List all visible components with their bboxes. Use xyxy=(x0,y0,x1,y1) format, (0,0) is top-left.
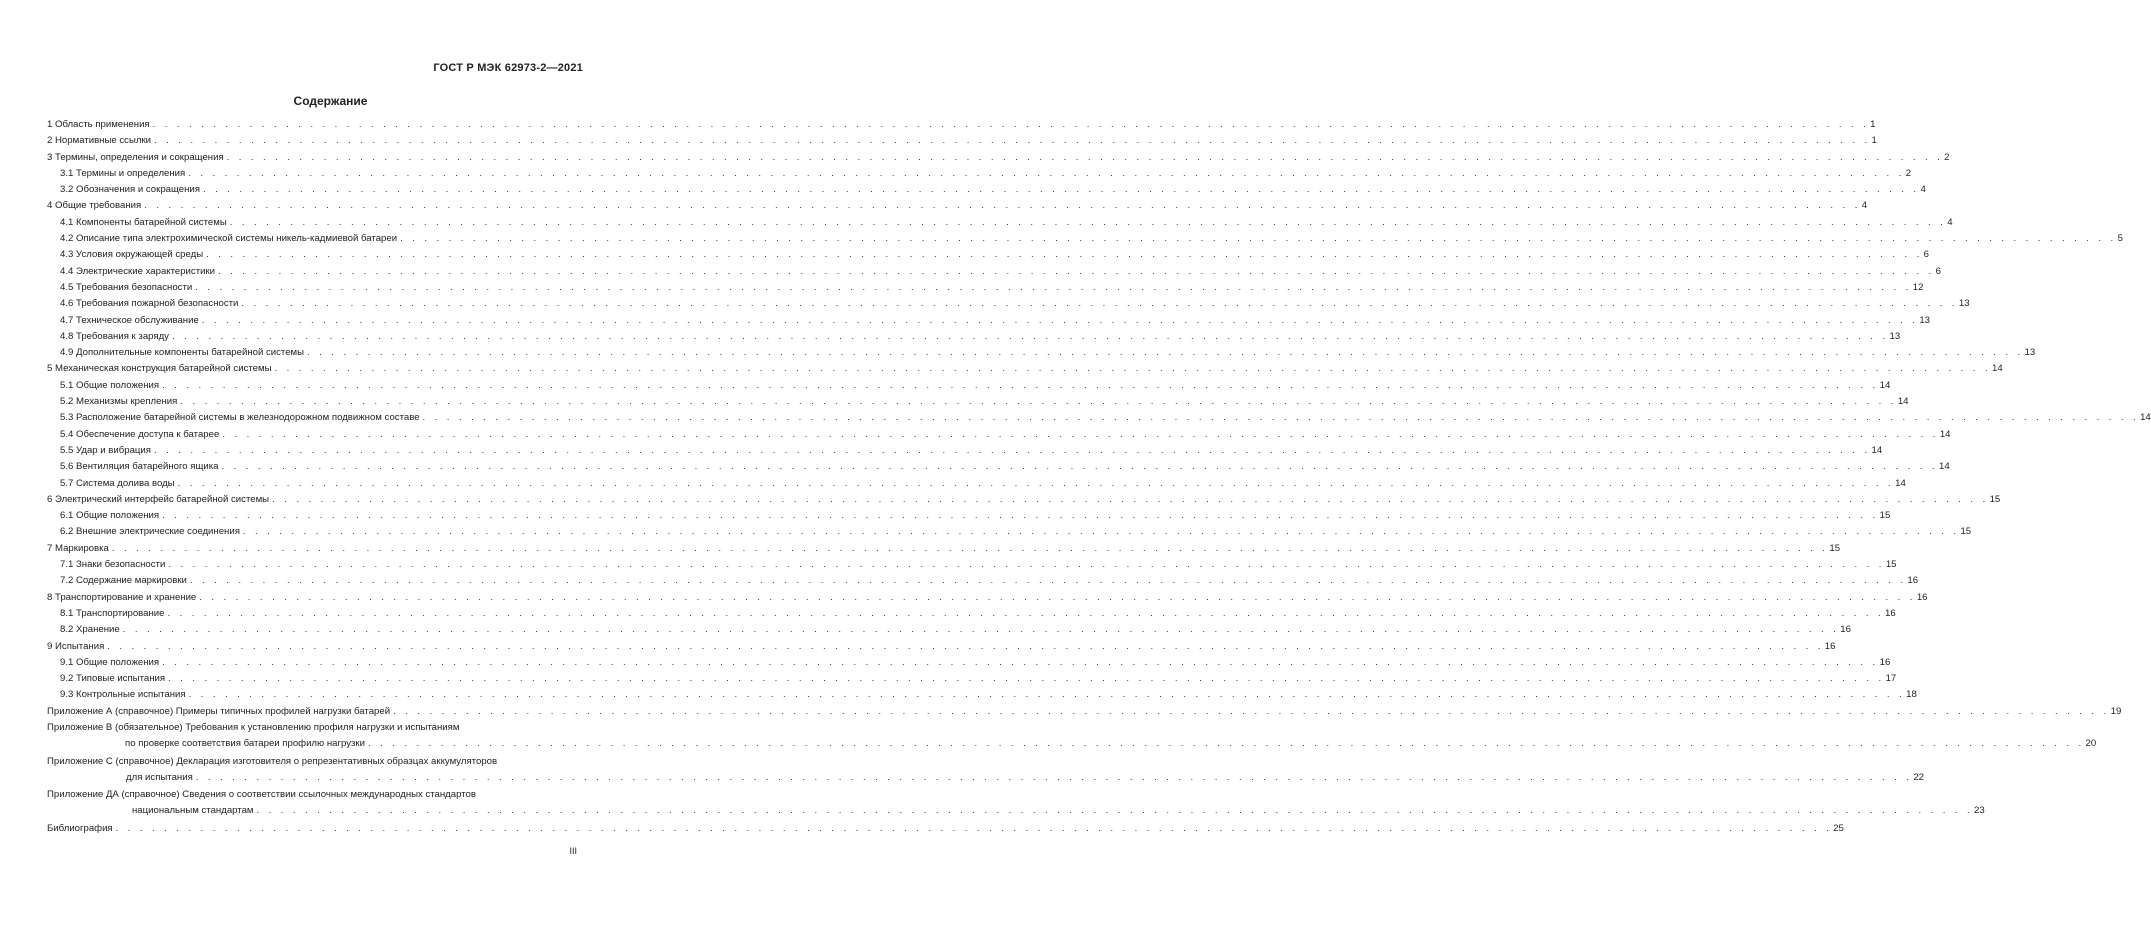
toc-leader-dots: . . . . . . . . . . . . . . . . . . . . . . . . . . . . . . . . . . . . . . . . . . . . . . . . . . . . . . . . . . . . . . . . . . . . . . . . . . . . . . . . . . . . . . . . . . . . . . . . . . . . . . . . . . . . . . . . . . . . . . . . . . . . . . . . . . . . . . . . . . . . . . xyxy=(180,396,1897,408)
toc-entry-title: 5.7 Система долива воды xyxy=(60,477,175,489)
toc-entry-title: 8 Транспортирование и хранение xyxy=(47,591,197,603)
toc-entry-title: 9.2 Типовые испытания xyxy=(60,673,166,685)
toc-entry[interactable] xyxy=(47,394,1909,410)
toc-entry-page: 13 xyxy=(1919,314,1930,326)
toc-entry-page: 15 xyxy=(1829,542,1841,554)
toc-entry-title: 3 Термины, определения и сокращения xyxy=(47,151,224,163)
toc-entry[interactable] xyxy=(47,622,1851,638)
toc-leader-dots: . . . . . . . . . . . . . . . . . . . . . . . . . . . . . . . . . . . . . . . . . . . . . . . . . . . . . . . . . . . . . . . . . . . . . . . . . . . . . . . . . . . . . . . . . . . . . . . . . . . . . . . . . . . . . . . . . . . . . . . . . . . . . . . . . . . . . . . . . . . . . . xyxy=(202,184,1920,196)
toc-entry-title: 5 Механическая конструкция батарейной системы xyxy=(47,363,272,375)
toc-entry-title: 5.4 Обеспечение доступа к батарее xyxy=(60,428,220,440)
toc-entry-page: 16 xyxy=(1885,607,1896,619)
toc-entry-page: 14 xyxy=(1992,363,2003,375)
table-of-contents xyxy=(47,117,2151,837)
toc-entry[interactable] xyxy=(47,590,1928,606)
toc-entry-title: 9.3 Контрольные испытания xyxy=(60,689,186,701)
toc-leader-dots: . . . . . . . . . . . . . . . . . . . . . . . . . . . . . . . . . . . . . . . . . . . . . . . . . . . . . . . . . . . . . . . . . . . . . . . . . . . . . . . . . . . . . . . . . . . . . . . . . . . . . . . . . . . . . . . . . . . . . . . . . . . . . . . . . . . . . . . . . . . . . . xyxy=(162,656,1879,668)
page-title: Содержание xyxy=(293,94,368,108)
toc-entry-annex[interactable] xyxy=(47,754,1924,787)
toc-leader-dots: . . . . . . . . . . . . . . . . . . . . . . . . . . . . . . . . . . . . . . . . . . . . . . . . . . . . . . . . . . . . . . . . . . . . . . . . . . . . . . . . . . . . . . . . . . . . . . . . . . . . . . . . . . . . . . . . . . . . . . . . . . . . . . . . . . . . . . . . . . . . . . xyxy=(199,591,1916,603)
toc-entry-page: 14 xyxy=(1939,428,1951,440)
toc-entry[interactable] xyxy=(47,296,1970,312)
toc-entry-page: 6 xyxy=(1923,249,1929,261)
toc-entry-page: 20 xyxy=(2085,738,2097,750)
toc-leader-dots: . . . . . . . . . . . . . . . . . . . . . . . . . . . . . . . . . . . . . . . . . . . . . . . . . . . . . . . . . . . . . . . . . . . . . . . . . . . . . . . . . . . . . . . . . . . . . . . . . . . . . . . . . . . . . . . . . . . . . . . . . . . . . . . . . . . . . . . . . . . . . . xyxy=(229,216,1947,228)
toc-entry[interactable] xyxy=(47,655,1891,671)
toc-entry[interactable] xyxy=(47,704,2122,720)
toc-entry-title: Приложение А (справочное) Примеры типичных профилей нагрузки батарей xyxy=(47,705,391,717)
toc-leader-dots: . . . . . . . . . . . . . . . . . . . . . . . . . . . . . . . . . . . . . . . . . . . . . . . . . . . . . . . . . . . . . . . . . . . . . . . . . . . . . . . . . . . . . . . . . . . . . . . . . . . . . . . . . . . . . . . . . . . . . . . . . . . . . . . . . . . . . . . . . . . . . . xyxy=(242,526,1960,538)
toc-entry-title: 7.2 Содержание маркировки xyxy=(60,575,187,587)
toc-leader-dots: . . . . . . . . . . . . . . . . . . . . . . . . . . . . . . . . . . . . . . . . . . . . . . . . . . . . . . . . . . . . . . . . . . . . . . . . . . . . . . . . . . . . . . . . . . . . . . . . . . . . . . . . . . . . . . . . . . . . . . . . . . . . . . . . . . . . . . . . . . . . . . xyxy=(171,330,1889,342)
toc-entry[interactable] xyxy=(47,821,1844,837)
toc-entry[interactable] xyxy=(47,215,1953,231)
toc-leader-dots: . . . . . . . . . . . . . . . . . . . . . . . . . . . . . . . . . . . . . . . . . . . . . . . . . . . . . . . . . . . . . . . . . . . . . . . . . . . . . . . . . . . . . . . . . . . . . . . . . . . . . . . . . . . . . . . . . . . . . . . . . . . . . . . . . . . . . . . . . . . . . . xyxy=(188,167,1905,179)
toc-entry[interactable] xyxy=(47,557,1897,573)
toc-entry[interactable] xyxy=(47,280,1924,296)
toc-entry-title: 5.1 Общие положения xyxy=(60,379,160,391)
toc-entry-title: 6.2 Внешние электрические соединения xyxy=(60,526,240,538)
toc-entry-title: 4.7 Техническое обслуживание xyxy=(60,314,199,326)
toc-leader-dots: . . . . . . . . . . . . . . . . . . . . . . . . . . . . . . . . . . . . . . . . . . . . . . . . . . . . . . . . . . . . . . . . . . . . . . . . . . . . . . . . . . . . . . . . . . . . . . . . . . . . . . . . . . . . . . . . . . . . . . . . . . . . . . . . . . . . . . . . . . . . . . xyxy=(107,640,1824,652)
toc-entry[interactable] xyxy=(47,231,2123,247)
toc-entry-title: 8.2 Хранение xyxy=(60,624,120,636)
toc-entry-page: 1 xyxy=(1870,119,1876,130)
toc-leader-dots: . . . . . . . . . . . . . . . . . . . . . . . . . . . . . . . . . . . . . . . . . . . . . . . . . . . . . . . . . . . . . . . . . . . . . . . . . . . . . . . . . . . . . . . . . . . . . . . . . . . . . . . . . . . . . . . . . . . . . . . . . . . . . . . . . . . . . . . . . . . . . . xyxy=(111,542,1829,554)
toc-entry[interactable] xyxy=(47,606,1896,622)
toc-entry[interactable] xyxy=(47,443,1883,459)
toc-leader-dots: . . . . . . . . . . . . . . . . . . . . . . . . . . . . . . . . . . . . . . . . . . . . . . . . . . . . . . . . . . . . . . . . . . . . . . . . . . . . . . . . . . . . . . . . . . . . . . . . . . . . . . . . . . . . . . . . . . . . . . . . . . . . . . . . . . . . . . . . . . . . . . xyxy=(195,771,1913,783)
toc-leader-dots: . . . . . . . . . . . . . . . . . . . . . . . . . . . . . . . . . . . . . . . . . . . . . . . . . . . . . . . . . . . . . . . . . . . . . . . . . . . . . . . . . . . . . . . . . . . . . . . . . . . . . . . . . . . . . . . . . . . . . . . . . . . . . . . . . . . . . . . . . . . . . . xyxy=(168,673,1885,685)
toc-entry[interactable] xyxy=(47,687,1917,703)
toc-entry[interactable] xyxy=(47,476,1906,492)
toc-entry-title-cont: для испытания xyxy=(126,771,193,783)
page-number: III xyxy=(569,846,577,856)
toc-leader-dots: . . . . . . . . . . . . . . . . . . . . . . . . . . . . . . . . . . . . . . . . . . . . . . . . . . . . . . . . . . . . . . . . . . . . . . . . . . . . . . . . . . . . . . . . . . . . . . . . . . . . . . . . . . . . . . . . . . . . . . . . . . . . . . . . . . . . . . . . . . . . . . xyxy=(400,233,2117,245)
toc-entry[interactable] xyxy=(47,378,1891,394)
toc-entry-title: 4.5 Требования безопасности xyxy=(60,281,193,293)
toc-leader-dots: . . . . . . . . . . . . . . . . . . . . . . . . . . . . . . . . . . . . . . . . . . . . . . . . . . . . . . . . . . . . . . . . . . . . . . . . . . . . . . . . . . . . . . . . . . . . . . . . . . . . . . . . . . . . . . . . . . . . . . . . . . . . . . . . . . . . . . . . . . . . . . xyxy=(221,461,1938,473)
toc-entry[interactable] xyxy=(47,361,2003,377)
toc-entry-page: 16 xyxy=(1916,591,1928,603)
toc-entry-title: 1 Область применения xyxy=(47,119,150,130)
toc-leader-dots: . . . . . . . . . . . . . . . . . . . . . . . . . . . . . . . . . . . . . . . . . . . . . . . . . . . . . . . . . . . . . . . . . . . . . . . . . . . . . . . . . . . . . . . . . . . . . . . . . . . . . . . . . . . . . . . . . . . . . . . . . . . . . . . . . . . . . . . . . . . . . . xyxy=(189,575,1907,587)
toc-leader-dots: . . . . . . . . . . . . . . . . . . . . . . . . . . . . . . . . . . . . . . . . . . . . . . . . . . . . . . . . . . . . . . . . . . . . . . . . . . . . . . . . . . . . . . . . . . . . . . . . . . . . . . . . . . . . . . . . . . . . . . . . . . . . . . . . . . . . . . . . . . . . . . xyxy=(162,510,1879,522)
toc-entry[interactable] xyxy=(47,264,1941,280)
toc-entry-title: 4 Общие требования xyxy=(47,200,142,212)
toc-leader-dots: . . . . . . . . . . . . . . . . . . . . . . . . . . . . . . . . . . . . . . . . . . . . . . . . . . . . . . . . . . . . . . . . . . . . . . . . . . . . . . . . . . . . . . . . . . . . . . . . . . . . . . . . . . . . . . . . . . . . . . . . . . . . . . . . . . . . . . . . . . . . . . xyxy=(152,119,1870,130)
toc-entry-title: 4.2 Описание типа электрохимической системы никель-кадмиевой батареи xyxy=(60,233,398,245)
toc-entry-page: 4 xyxy=(1861,200,1868,212)
toc-entry-page: 15 xyxy=(1960,526,1972,538)
toc-entry-title: 5.2 Механизмы крепления xyxy=(60,396,178,408)
toc-entry-page: 14 xyxy=(1895,477,1906,489)
toc-entry-title-cont: по проверке соответствия батареи профилю нагрузки xyxy=(125,738,365,750)
toc-entry-title: 9 Испытания xyxy=(47,640,105,652)
toc-entry[interactable] xyxy=(47,541,1841,557)
toc-entry-page: 16 xyxy=(1824,640,1836,652)
toc-entry[interactable] xyxy=(47,492,2001,508)
toc-leader-dots: . . . . . . . . . . . . . . . . . . . . . . . . . . . . . . . . . . . . . . . . . . . . . . . . . . . . . . . . . . . . . . . . . . . . . . . . . . . . . . . . . . . . . . . . . . . . . . . . . . . . . . . . . . . . . . . . . . . . . . . . . . . . . . . . . . . . . . . . . . . . . . xyxy=(122,624,1840,636)
toc-leader-dots: . . . . . . . . . . . . . . . . . . . . . . . . . . . . . . . . . . . . . . . . . . . . . . . . . . . . . . . . . . . . . . . . . . . . . . . . . . . . . . . . . . . . . . . . . . . . . . . . . . . . . . . . . . . . . . . . . . . . . . . . . . . . . . . . . . . . . . . . . . . . . . xyxy=(201,314,1919,326)
toc-leader-dots: . . . . . . . . . . . . . . . . . . . . . . . . . . . . . . . . . . . . . . . . . . . . . . . . . . . . . . . . . . . . . . . . . . . . . . . . . . . . . . . . . . . . . . . . . . . . . . . . . . . . . . . . . . . . . . . . . . . . . . . . . . . . . . . . . . . . . . . . . . . . . . xyxy=(115,822,1833,834)
toc-entry-page: 2 xyxy=(1944,151,1950,163)
toc-leader-dots: . . . . . . . . . . . . . . . . . . . . . . . . . . . . . . . . . . . . . . . . . . . . . . . . . . . . . . . . . . . . . . . . . . . . . . . . . . . . . . . . . . . . . . . . . . . . . . . . . . . . . . . . . . . . . . . . . . . . . . . . . . . . . . . . . . . . . . . . . . . . . . xyxy=(222,428,1939,440)
toc-entry-title: 9.1 Общие положения xyxy=(60,656,160,668)
toc-entry[interactable] xyxy=(47,247,1929,263)
toc-entry-title: 6 Электрический интерфейс батарейной системы xyxy=(47,493,270,505)
toc-entry-title: 2 Нормативные ссылки xyxy=(47,135,152,147)
toc-leader-dots: . . . . . . . . . . . . . . . . . . . . . . . . . . . . . . . . . . . . . . . . . . . . . . . . . . . . . . . . . . . . . . . . . . . . . . . . . . . . . . . . . . . . . . . . . . . . . . . . . . . . . . . . . . . . . . . . . . . . . . . . . . . . . . . . . . . . . . . . . . . . . . xyxy=(188,689,1906,701)
toc-entry-title: 7.1 Знаки безопасности xyxy=(60,559,166,571)
toc-entry-page: 15 xyxy=(1885,559,1897,571)
toc-leader-dots: . . . . . . . . . . . . . . . . . . . . . . . . . . . . . . . . . . . . . . . . . . . . . . . . . . . . . . . . . . . . . . . . . . . . . . . . . . . . . . . . . . . . . . . . . . . . . . . . . . . . . . . . . . . . . . . . . . . . . . . . . . . . . . . . . . . . . . . . . . . . . . xyxy=(226,151,1944,163)
toc-entry-title: Приложение ДА (справочное) Сведения о соответствии ссылочных международных стандартов xyxy=(47,789,476,801)
toc-entry-page: 22 xyxy=(1913,771,1924,783)
toc-entry-page: 13 xyxy=(2024,347,2036,359)
toc-entry-page: 4 xyxy=(1947,216,1953,228)
toc-entry[interactable] xyxy=(47,329,1901,345)
toc-leader-dots: . . . . . . . . . . . . . . . . . . . . . . . . . . . . . . . . . . . . . . . . . . . . . . . . . . . . . . . . . . . . . . . . . . . . . . . . . . . . . . . . . . . . . . . . . . . . . . . . . . . . . . . . . . . . . . . . . . . . . . . . . . . . . . . . . . . . . . . . . . . . . . xyxy=(241,298,1958,310)
toc-entry-page: 14 xyxy=(2140,412,2151,424)
toc-entry[interactable] xyxy=(47,198,1868,214)
toc-entry-page: 25 xyxy=(1833,822,1844,834)
toc-entry[interactable] xyxy=(47,150,1950,166)
toc-entry-annex[interactable] xyxy=(47,720,2097,753)
toc-entry[interactable] xyxy=(47,508,1891,524)
toc-entry-title: Приложение С (справочное) Декларация изготовителя о репрезентативных образцах аккумуляторов xyxy=(47,755,498,767)
toc-leader-dots: . . . . . . . . . . . . . . . . . . . . . . . . . . . . . . . . . . . . . . . . . . . . . . . . . . . . . . . . . . . . . . . . . . . . . . . . . . . . . . . . . . . . . . . . . . . . . . . . . . . . . . . . . . . . . . . . . . . . . . . . . . . . . . . . . . . . . . . . . . . . . . xyxy=(168,559,1885,571)
toc-leader-dots: . . . . . . . . . . . . . . . . . . . . . . . . . . . . . . . . . . . . . . . . . . . . . . . . . . . . . . . . . . . . . . . . . . . . . . . . . . . . . . . . . . . . . . . . . . . . . . . . . . . . . . . . . . . . . . . . . . . . . . . . . . . . . . . . . . . . . . . . . . . . . . xyxy=(154,135,1871,147)
toc-entry-title: 4.6 Требования пожарной безопасности xyxy=(60,298,239,310)
toc-entry[interactable] xyxy=(47,133,1877,149)
toc-entry[interactable] xyxy=(47,459,1950,475)
toc-entry[interactable] xyxy=(47,524,1972,540)
toc-entry-title: Библиография xyxy=(47,822,113,834)
toc-leader-dots: . . . . . . . . . . . . . . . . . . . . . . . . . . . . . . . . . . . . . . . . . . . . . . . . . . . . . . . . . . . . . . . . . . . . . . . . . . . . . . . . . . . . . . . . . . . . . . . . . . . . . . . . . . . . . . . . . . . . . . . . . . . . . . . . . . . . . . . . . . . . . . xyxy=(153,444,1871,456)
toc-entry-title: 3.2 Обозначения и сокращения xyxy=(60,184,200,196)
toc-leader-dots: . . . . . . . . . . . . . . . . . . . . . . . . . . . . . . . . . . . . . . . . . . . . . . . . . . . . . . . . . . . . . . . . . . . . . . . . . . . . . . . . . . . . . . . . . . . . . . . . . . . . . . . . . . . . . . . . . . . . . . . . . . . . . . . . . . . . . . . . . . . . . . xyxy=(167,607,1885,619)
toc-entry-title: 5.3 Расположение батарейной системы в железнодорожном подвижном составе xyxy=(60,412,420,424)
toc-entry[interactable] xyxy=(47,410,2151,426)
toc-entry-page: 5 xyxy=(2117,233,2123,245)
toc-entry-page: 1 xyxy=(1871,135,1877,147)
toc-entry-annex[interactable] xyxy=(47,787,1985,820)
toc-entry[interactable] xyxy=(47,573,1919,589)
toc-entry-page: 4 xyxy=(1920,184,1926,196)
toc-entry-title: 4.4 Электрические характеристики xyxy=(60,265,216,277)
toc-entry-page: 13 xyxy=(1958,298,1970,310)
toc-entry-page: 2 xyxy=(1905,167,1912,179)
toc-entry[interactable] xyxy=(47,671,1897,687)
toc-entry[interactable] xyxy=(47,427,1951,443)
toc-leader-dots: . . . . . . . . . . . . . . . . . . . . . . . . . . . . . . . . . . . . . . . . . . . . . . . . . . . . . . . . . . . . . . . . . . . . . . . . . . . . . . . . . . . . . . . . . . . . . . . . . . . . . . . . . . . . . . . . . . . . . . . . . . . . . . . . . . . . . . . . . . . . . . xyxy=(422,412,2140,424)
toc-entry-title: 4.8 Требования к заряду xyxy=(60,330,169,342)
toc-entry-page: 23 xyxy=(1974,805,1985,817)
toc-entry-page: 6 xyxy=(1935,265,1941,277)
toc-entry-title: 7 Маркировка xyxy=(47,542,109,554)
toc-leader-dots: . . . . . . . . . . . . . . . . . . . . . . . . . . . . . . . . . . . . . . . . . . . . . . . . . . . . . . . . . . . . . . . . . . . . . . . . . . . . . . . . . . . . . . . . . . . . . . . . . . . . . . . . . . . . . . . . . . . . . . . . . . . . . . . . . . . . . . . . . . . . . . xyxy=(274,363,1992,375)
toc-leader-dots: . . . . . . . . . . . . . . . . . . . . . . . . . . . . . . . . . . . . . . . . . . . . . . . . . . . . . . . . . . . . . . . . . . . . . . . . . . . . . . . . . . . . . . . . . . . . . . . . . . . . . . . . . . . . . . . . . . . . . . . . . . . . . . . . . . . . . . . . . . . . . . xyxy=(218,265,1935,277)
toc-leader-dots: . . . . . . . . . . . . . . . . . . . . . . . . . . . . . . . . . . . . . . . . . . . . . . . . . . . . . . . . . . . . . . . . . . . . . . . . . . . . . . . . . . . . . . . . . . . . . . . . . . . . . . . . . . . . . . . . . . . . . . . . . . . . . . . . . . . . . . . . . . . . . . xyxy=(206,249,1923,261)
toc-leader-dots: . . . . . . . . . . . . . . . . . . . . . . . . . . . . . . . . . . . . . . . . . . . . . . . . . . . . . . . . . . . . . . . . . . . . . . . . . . . . . . . . . . . . . . . . . . . . . . . . . . . . . . . . . . . . . . . . . . . . . . . . . . . . . . . . . . . . . . . . . . . . . . xyxy=(272,493,1989,505)
toc-entry-title: 4.1 Компоненты батарейной системы xyxy=(60,216,227,228)
toc-leader-dots: . . . . . . . . . . . . . . . . . . . . . . . . . . . . . . . . . . . . . . . . . . . . . . . . . . . . . . . . . . . . . . . . . . . . . . . . . . . . . . . . . . . . . . . . . . . . . . . . . . . . . . . . . . . . . . . . . . . . . . . . . . . . . . . . . . . . . . . . . . . . . . xyxy=(393,705,2110,717)
toc-entry-page: 14 xyxy=(1897,396,1909,408)
toc-leader-dots: . . . . . . . . . . . . . . . . . . . . . . . . . . . . . . . . . . . . . . . . . . . . . . . . . . . . . . . . . . . . . . . . . . . . . . . . . . . . . . . . . . . . . . . . . . . . . . . . . . . . . . . . . . . . . . . . . . . . . . . . . . . . . . . . . . . . . . . . . . . . . . xyxy=(256,805,1974,817)
toc-leader-dots: . . . . . . . . . . . . . . . . . . . . . . . . . . . . . . . . . . . . . . . . . . . . . . . . . . . . . . . . . . . . . . . . . . . . . . . . . . . . . . . . . . . . . . . . . . . . . . . . . . . . . . . . . . . . . . . . . . . . . . . . . . . . . . . . . . . . . . . . . . . . . . xyxy=(307,347,2024,359)
toc-entry-title: 8.1 Транспортирование xyxy=(60,607,165,619)
toc-entry-title: 4.3 Условия окружающей среды xyxy=(60,249,204,261)
toc-entry-page: 16 xyxy=(1879,656,1891,668)
toc-entry-page: 16 xyxy=(1840,624,1851,636)
toc-entry-title: 4.9 Дополнительные компоненты батарейной системы xyxy=(60,347,305,359)
toc-entry-page: 19 xyxy=(2110,705,2122,717)
toc-entry-page: 16 xyxy=(1907,575,1919,587)
toc-entry-page: 14 xyxy=(1879,379,1891,391)
toc-entry-title: 6.1 Общие положения xyxy=(60,510,160,522)
toc-entry-title: 3.1 Термины и определения xyxy=(60,167,186,179)
toc-entry[interactable] xyxy=(47,117,1876,133)
toc-entry-page: 14 xyxy=(1939,461,1950,473)
toc-leader-dots: . . . . . . . . . . . . . . . . . . . . . . . . . . . . . . . . . . . . . . . . . . . . . . . . . . . . . . . . . . . . . . . . . . . . . . . . . . . . . . . . . . . . . . . . . . . . . . . . . . . . . . . . . . . . . . . . . . . . . . . . . . . . . . . . . . . . . . . . . . . . . . xyxy=(162,379,1879,391)
toc-entry[interactable] xyxy=(47,182,1926,198)
toc-entry-page: 18 xyxy=(1906,689,1917,701)
toc-entry-title-cont: национальным стандартам xyxy=(132,805,254,817)
toc-leader-dots: . . . . . . . . . . . . . . . . . . . . . . . . . . . . . . . . . . . . . . . . . . . . . . . . . . . . . . . . . . . . . . . . . . . . . . . . . . . . . . . . . . . . . . . . . . . . . . . . . . . . . . . . . . . . . . . . . . . . . . . . . . . . . . . . . . . . . . . . . . . . . . xyxy=(368,738,2085,750)
toc-entry[interactable] xyxy=(47,345,2036,361)
toc-entry-page: 14 xyxy=(1871,444,1883,456)
document-code: ГОСТ Р МЭК 62973-2—2021 xyxy=(433,62,583,74)
toc-leader-dots: . . . . . . . . . . . . . . . . . . . . . . . . . . . . . . . . . . . . . . . . . . . . . . . . . . . . . . . . . . . . . . . . . . . . . . . . . . . . . . . . . . . . . . . . . . . . . . . . . . . . . . . . . . . . . . . . . . . . . . . . . . . . . . . . . . . . . . . . . . . . . . xyxy=(195,281,1912,293)
toc-entry-page: 17 xyxy=(1885,673,1897,685)
toc-entry[interactable] xyxy=(47,166,1912,182)
toc-entry-title: 5.6 Вентиляция батарейного ящика xyxy=(60,461,219,473)
toc-leader-dots: . . . . . . . . . . . . . . . . . . . . . . . . . . . . . . . . . . . . . . . . . . . . . . . . . . . . . . . . . . . . . . . . . . . . . . . . . . . . . . . . . . . . . . . . . . . . . . . . . . . . . . . . . . . . . . . . . . . . . . . . . . . . . . . . . . . . . . . . . . . . . . xyxy=(177,477,1895,489)
toc-entry-page: 13 xyxy=(1889,330,1901,342)
toc-entry[interactable] xyxy=(47,313,1930,329)
toc-entry-page: 15 xyxy=(1989,493,2001,505)
toc-entry-page: 15 xyxy=(1879,510,1891,522)
toc-entry-title: 5.5 Удар и вибрация xyxy=(60,444,151,456)
toc-entry-title: Приложение В (обязательное) Требования к установлению профиля нагрузки и испытаниям xyxy=(47,721,460,733)
toc-leader-dots: . . . . . . . . . . . . . . . . . . . . . . . . . . . . . . . . . . . . . . . . . . . . . . . . . . . . . . . . . . . . . . . . . . . . . . . . . . . . . . . . . . . . . . . . . . . . . . . . . . . . . . . . . . . . . . . . . . . . . . . . . . . . . . . . . . . . . . . . . . . . . . xyxy=(144,200,1861,212)
toc-entry-page: 12 xyxy=(1912,281,1924,293)
toc-entry[interactable] xyxy=(47,639,1836,655)
